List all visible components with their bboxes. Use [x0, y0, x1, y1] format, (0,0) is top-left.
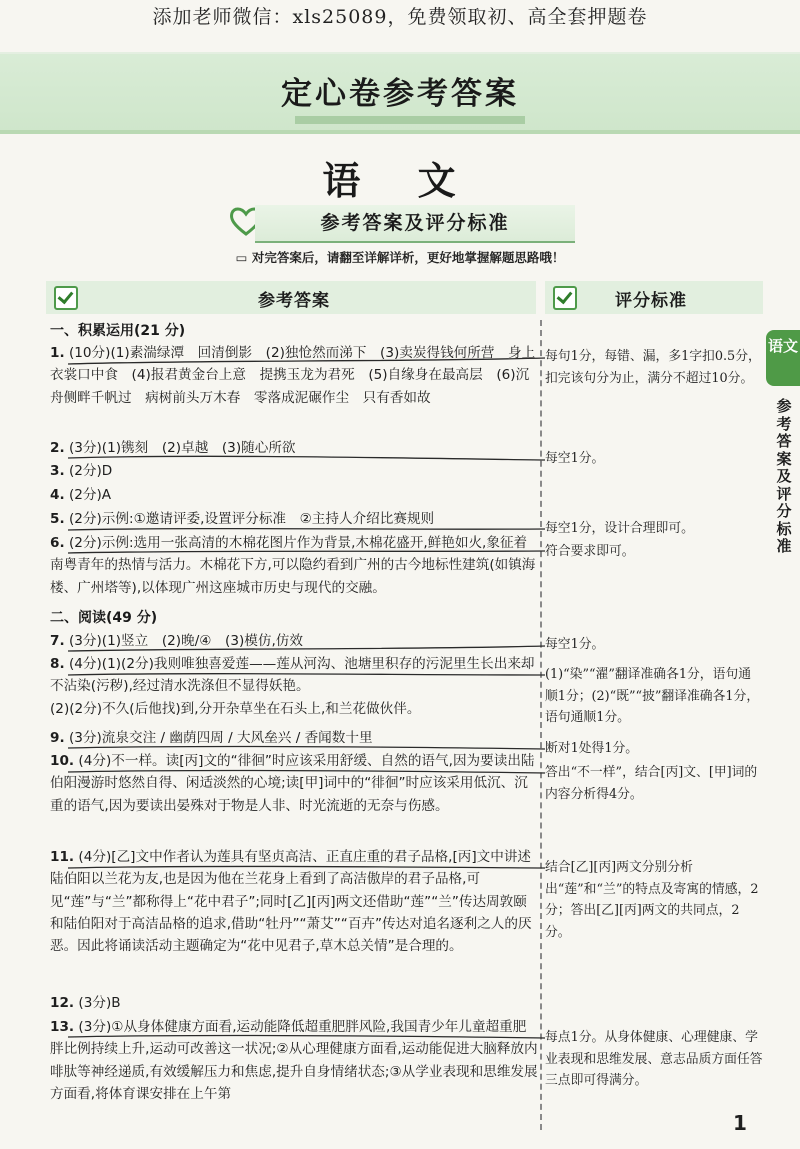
answer-item	[50, 484, 538, 506]
question-number: 2.	[50, 440, 65, 456]
scoring-note: 断对1处得1分。	[545, 741, 639, 756]
scoring-note: 结合[乙][丙]两文分别分析出“莲”和“兰”的特点及寄寓的情感，2分；答出[乙][丙]两文的共同点，2分。	[545, 860, 759, 940]
answer-item	[50, 460, 538, 482]
answer-text: (3分)①从身体健康方面看,运动能降低超重肥胖风险,我国青少年儿童超重肥胖比例持续上升,运动可改善这一状况;②从心理健康方面看,运动能促进大脑释放内啡肽等神经递质,有效缓解压力和焦虑,提升自身情绪状态;③从学业表现和思维发展方面看,将体育课安排在上午第	[50, 1019, 538, 1102]
scoring-note: (1)“染”“濯”翻译准确各1分，语句通顺1分；(2)“既”“披”翻译准确各1分，语句通顺1分。	[545, 667, 760, 725]
answer-item	[50, 992, 538, 1014]
answer-text: (2分)D	[68, 463, 113, 479]
answer-text: (3分)(1)竖立 (2)晚/④ (3)模仿,仿效	[68, 633, 303, 649]
section-title-box	[255, 205, 575, 243]
scoring-note: 每空1分，设计合理即可。	[545, 521, 694, 536]
answer-item	[50, 727, 538, 749]
scoring-note: 每点1分。从身体健康、心理健康、学业表现和思维发展、意志品质方面任答三点即可得满分。	[545, 1030, 763, 1088]
scoring-note: 每句1分，每错、漏，多1字扣0.5分，扣完该句分为止，满分不超过10分。	[545, 349, 761, 386]
scoring-note: 每空1分。	[545, 451, 605, 466]
tip-text: 对完答案后，请翻至详解详析，更好地掌握解题思路哦！	[251, 250, 565, 265]
question-number: 8.	[50, 656, 65, 672]
question-number: 3.	[50, 463, 65, 479]
checkbox-icon	[54, 286, 78, 310]
answer-text: (2分)示例:选用一张高清的木棉花图片作为背景,木棉花盛开,鲜艳如火,象征着南粤青年的热情与活力。木棉花下方,可以隐约看到广州的古今地标性建筑(如镇海楼、广州塔等),以体现广州这座城市历史与现代的交融。	[50, 535, 536, 596]
page-number: 1	[733, 1111, 747, 1135]
book-icon: ▭	[235, 250, 248, 265]
answer-item	[50, 750, 538, 817]
answer-text: (2分)A	[68, 487, 112, 503]
side-vertical-label: 参考答案及评分标准	[776, 397, 792, 555]
answer-text: (4分)[乙]文中作者认为莲具有坚贞高洁、正直庄重的君子品格,[丙]文中讲述陆伯阳以兰花为友,也是因为他在兰花身上看到了高洁傲岸的君子品格,可见“莲”与“兰”都称得上“花中君子”;同时[乙][丙]两文还借助“莲”“兰”传达周敦颐和陆伯阳对于高洁品格的追求,借助“牡丹”“萧艾”“百卉”传达对追名逐利之人的厌恶。因此将诵读活动主题确定为“花中见君子,草木总关情”是合理的。	[50, 849, 532, 955]
banner-tape	[295, 116, 525, 124]
answer-text: (2分)示例:①邀请评委,设置评分标准 ②主持人介绍比赛规则	[68, 511, 435, 527]
answer-item	[50, 342, 538, 409]
question-number: 1.	[50, 345, 65, 361]
section-heading: 一、积累运用(21 分)	[50, 323, 186, 339]
section-heading: 二、阅读(49 分)	[50, 610, 158, 626]
column-divider	[540, 320, 542, 1130]
answer-item	[50, 532, 538, 599]
question-number: 12.	[50, 995, 75, 1011]
scoring-column-title: 评分标准	[615, 291, 687, 311]
header-note: 添加老师微信：xls25089，免费领取初、高全套押题卷	[152, 6, 648, 28]
answer-item	[50, 653, 538, 720]
banner-title: 定心卷参考答案	[281, 76, 519, 112]
answer-item	[50, 846, 538, 957]
side-tab	[766, 330, 800, 386]
checkbox-icon	[553, 286, 577, 310]
scoring-note: 符合要求即可。	[545, 544, 635, 559]
question-number: 6.	[50, 535, 65, 551]
question-number: 13.	[50, 1019, 75, 1035]
answer-item	[50, 630, 538, 652]
answer-text: (3分)流泉交注 / 幽荫四周 / 大风垒兴 / 香闻数十里	[68, 730, 373, 746]
answer-item	[50, 437, 538, 459]
answer-text: (4分)(1)(2分)我则唯独喜爱莲——莲从河沟、池塘里积存的污泥里生长出来却不沾染(污秽),经过清水洗涤但不显得妖艳。	[50, 656, 535, 695]
answer-text: (3分)(1)镌刻 (2)卓越 (3)随心所欲	[68, 440, 296, 456]
question-number: 11.	[50, 849, 75, 865]
answer-item	[50, 1016, 538, 1105]
question-number: 9.	[50, 730, 65, 746]
question-number: 4.	[50, 487, 65, 503]
subject-title: 语 文	[322, 158, 478, 203]
title-banner	[0, 52, 800, 134]
answer-text: (4分)不一样。读[丙]文的“徘徊”时应该采用舒缓、自然的语气,因为要读出陆伯阳漫游时悠然自得、闲适淡然的心境;读[甲]词中的“徘徊”时应该采用低沉、沉重的语气,因为要读出晏殊对于物是人非、时光流逝的无奈与伤感。	[50, 753, 535, 814]
scoring-note: 每空1分。	[545, 637, 605, 652]
answer-text: (10分)(1)素湍绿潭 回清倒影 (2)独怆然而涕下 (3)卖炭得钱何所营 身上衣裳口中食 (4)报君黄金台上意 提携玉龙为君死 (5)自缘身在最高层 (6)沉舟侧畔千帆过 病树前头万木春 零落成泥碾作尘 只有香如故	[50, 345, 536, 406]
question-number: 7.	[50, 633, 65, 649]
answer-text: (3分)B	[78, 995, 121, 1011]
answers-column-header	[46, 281, 536, 314]
answers-column-title: 参考答案	[258, 291, 330, 311]
section-title: 参考答案及评分标准	[320, 212, 510, 234]
question-number: 10.	[50, 753, 75, 769]
answer-text: (2)(2分)不久(后他找)到,分开杂草坐在石头上,和兰花做伙伴。	[50, 700, 421, 717]
side-tab-label: 语文	[767, 337, 798, 355]
answer-item	[50, 508, 538, 530]
question-number: 5.	[50, 511, 65, 527]
scoring-note: 答出“不一样”，结合[丙]文、[甲]词的内容分析得4分。	[545, 765, 758, 802]
scoring-column-header	[545, 281, 763, 314]
tip-line	[0, 248, 800, 266]
